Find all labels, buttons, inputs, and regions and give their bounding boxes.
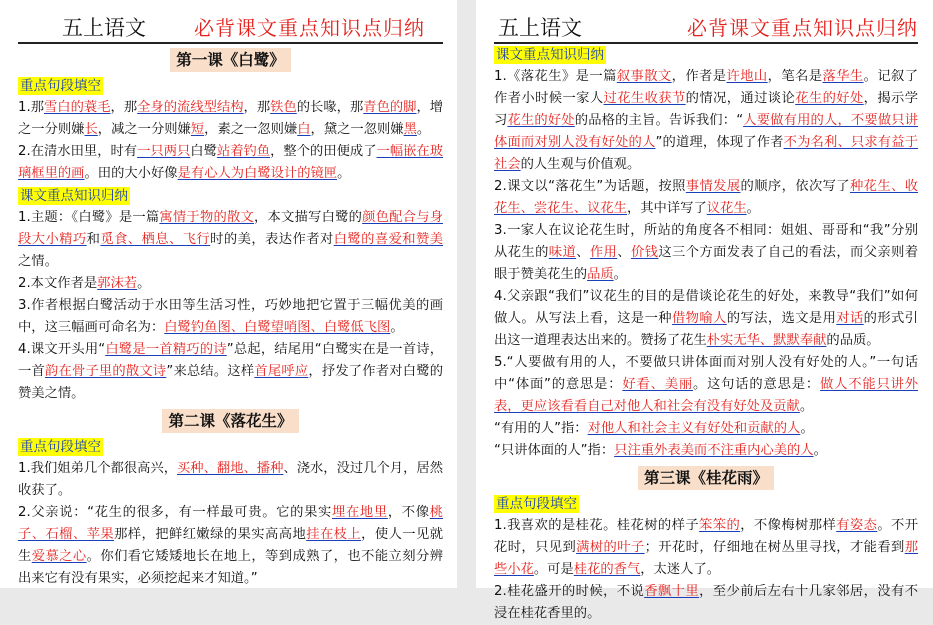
page-header	[18, 4, 443, 44]
fill-answer: 事情发展	[685, 179, 741, 194]
lesson-title-text: 第一课《白鹭》	[170, 48, 291, 72]
fill-answer: 郭沫若	[97, 276, 138, 291]
paragraph	[494, 581, 918, 625]
fill-answer: 颜色配合与身段大小精巧	[18, 210, 444, 247]
text-run: 2.课文以“落花生”为话题，按照	[494, 179, 686, 194]
text-run: 。可是	[533, 562, 574, 577]
text-run: 3.作者根据白鹭活动于水田等生活习性，巧妙地把它置于三幅优美的画中，这三幅画可命名为：	[18, 298, 443, 335]
lesson-title-text: 第三课《桂花雨》	[638, 466, 774, 490]
fill-answer: 青色的脚	[363, 100, 417, 115]
page-header	[494, 4, 918, 44]
header-subtitle: 必背课文重点知识点归纳	[687, 16, 918, 40]
fill-answer: 花生的好处	[507, 113, 575, 128]
text-run: ，揭示学习	[494, 91, 919, 128]
fill-answer: 有姿态	[836, 518, 878, 533]
text-run: 、	[617, 245, 631, 260]
fill-answer: 桃子、石榴、苹果	[18, 505, 444, 542]
fill-answer: 埋在地里	[332, 505, 388, 520]
lesson-title	[18, 409, 443, 433]
fill-answer: 黑	[403, 122, 417, 137]
fill-answer: 一只两只	[137, 144, 191, 159]
text-run: ”的道理，体现了作者	[655, 135, 784, 150]
fill-answer: 那些小花	[494, 540, 919, 577]
section-tag: 重点句段填空	[20, 439, 101, 455]
text-run: 。	[137, 276, 151, 291]
paragraph	[18, 207, 443, 273]
text-run: 和	[86, 232, 101, 247]
text-run: 。这句话的意思是：	[692, 377, 821, 392]
text-run: “只讲体面的人”指：	[494, 443, 615, 458]
page-gutter	[457, 0, 476, 588]
section-tag: 课文重点知识归纳	[20, 188, 128, 204]
fill-answer: 全身的流线型结构	[137, 100, 244, 115]
text-run: 的顺序，依次写了	[740, 179, 850, 194]
text-run: 。	[800, 421, 814, 436]
paragraph	[494, 418, 918, 440]
fill-answer: 不为名利、只求有益于社会	[494, 135, 919, 172]
text-run: 。	[746, 201, 760, 216]
fill-answer: 白鹭钓鱼图、白鹭望哨图、白鹭低飞图	[164, 320, 391, 335]
text-run: 4.课文开头用“	[18, 342, 106, 357]
text-run: 的品质。	[826, 333, 880, 348]
text-run: 。	[416, 122, 431, 137]
text-run: 的形式引出这一道理表达出来的。赞扬了花生	[494, 311, 919, 348]
paragraph	[18, 339, 443, 405]
fill-answer: 笨笨的	[699, 518, 741, 533]
section-tag: 重点句段填空	[496, 496, 577, 512]
fill-answer: 买种、翻地、播种	[177, 461, 284, 476]
text-run: 1.那	[18, 100, 44, 115]
fill-answer: 白鹭的喜爱和赞美	[333, 232, 444, 247]
header-title: 五上语文	[498, 16, 582, 40]
text-run: 5.“人要做有用的人，不要做只讲体面而对别人没有好处的人。”一句话中“体面”的意思是：	[494, 355, 918, 392]
fill-answer: 长	[84, 122, 98, 137]
fill-answer: 落华生	[822, 69, 864, 84]
text-run: ，笔名是	[767, 69, 823, 84]
text-run: ，素之一忽则嫌	[204, 122, 298, 137]
fill-answer: 对话	[836, 311, 864, 326]
text-run: 、	[576, 245, 590, 260]
text-run: 。	[799, 399, 814, 414]
text-run: 。田的大小好像	[84, 166, 178, 181]
text-run: 这三个方面发表了自己的看法，而父亲则着眼于赞美花生的	[494, 245, 919, 282]
paragraph	[494, 352, 918, 418]
text-run: ，至少前后左右十几家邻居，没有不浸在桂花香里的。	[494, 584, 919, 621]
fill-answer: 寓情于物的散文	[159, 210, 255, 225]
text-run: 。	[613, 267, 627, 282]
fill-answer: 好看、美丽	[622, 377, 693, 392]
text-run: 。	[813, 443, 827, 458]
fill-answer: 做人不能只讲外表，更应该看看自己对他人和社会有没有好处及贡献	[494, 377, 919, 414]
text-run: “有用的人”指：	[494, 421, 588, 436]
lesson-title	[494, 466, 918, 490]
fill-answer: 叙事散文	[616, 69, 672, 84]
section-tag: 重点句段填空	[20, 78, 101, 94]
text-run: ，作者是	[671, 69, 727, 84]
paragraph	[18, 502, 443, 590]
fill-answer: 满树的叶子	[576, 540, 645, 555]
fill-answer: 味道	[548, 245, 577, 260]
text-run: ；开花时，仔细地在树丛里寻找，才能看到	[644, 540, 905, 555]
text-run: 。不开花时，只见到	[494, 518, 919, 555]
lesson-title-text: 第二课《落花生》	[162, 409, 298, 433]
paragraph	[494, 66, 918, 176]
text-run: ，其中详写了	[626, 201, 707, 216]
fill-answer: 种花生、收花生、尝花生、议花生	[494, 179, 919, 216]
header-title: 五上语文	[62, 16, 146, 40]
text-run: 时的美，表达作者对	[210, 232, 334, 247]
text-run: ，增之一分则嫌	[18, 100, 444, 137]
left-page	[0, 0, 457, 588]
fill-answer: 作用	[589, 245, 618, 260]
text-run: ”来总结。这样	[166, 364, 255, 379]
text-run: ，那	[243, 100, 271, 115]
fill-answer: 爱慕之心	[31, 549, 87, 564]
fill-answer: 花生的好处	[795, 91, 864, 106]
paragraph	[18, 141, 443, 185]
fill-answer: 站着钓鱼	[216, 144, 271, 159]
text-run: ，减之一分则嫌	[97, 122, 191, 137]
fill-answer: 只注重外表美而不注重内心美的人	[614, 443, 814, 458]
text-run: 的长喙，那	[296, 100, 364, 115]
text-run: ，抒发了作者对白鹭的赞美之情。	[18, 364, 444, 401]
text-run: 的品格的主旨。告诉我们：“	[574, 113, 744, 128]
text-run: ，不像梅树那样	[740, 518, 837, 533]
right-page	[476, 0, 933, 621]
fill-answer: 香飘十里	[644, 584, 700, 599]
section-tag: 课文重点知识归纳	[496, 47, 604, 63]
text-run: 2.父亲说：“花生的很多，有一样最可贵。它的果实	[18, 505, 332, 520]
paragraph	[494, 286, 918, 352]
text-run: 。	[337, 166, 351, 181]
text-run: 2.本文作者是	[18, 276, 98, 291]
text-run: 之情。	[18, 254, 58, 269]
paragraph	[494, 515, 918, 581]
text-run: 、浇水，没过几个月，居然收获了。	[18, 461, 444, 498]
text-run: 1.《落花生》是一篇	[494, 69, 617, 84]
text-run: 2.桂花盛开的时候，不说	[494, 584, 645, 599]
fill-answer: 议花生	[706, 201, 747, 216]
text-run: 白鹭	[190, 144, 217, 159]
fill-answer: 白	[297, 122, 311, 137]
text-run: ，本文描写白鹭的	[254, 210, 363, 225]
paragraph	[18, 295, 443, 339]
fill-answer: 借物喻人	[671, 311, 727, 326]
fill-answer: 桂花的香气	[573, 562, 641, 577]
fill-answer: 对他人和社会主义有好处和贡献的人	[587, 421, 801, 436]
fill-answer: 价钱	[630, 245, 659, 260]
fill-answer: 一幅嵌在玻璃框里的画	[18, 144, 444, 181]
text-run: ，那	[110, 100, 138, 115]
text-run: 。你们看它矮矮地长在地上，等到成熟了，也不能立刻分辨出来它有没有果实，必须挖起来才知道。”	[18, 549, 444, 586]
paragraph	[494, 440, 918, 462]
text-run: 的人生观与价值观。	[520, 157, 641, 172]
text-run: 的情况，通过谈论	[685, 91, 796, 106]
header-subtitle: 必背课文重点知识点归纳	[194, 16, 425, 40]
text-run: ，太迷人了。	[640, 562, 721, 577]
fill-answer: 许地山	[726, 69, 768, 84]
fill-answer: 觅食、栖息、飞行	[100, 232, 211, 247]
fill-answer: 品质	[587, 267, 614, 282]
fill-answer: 挂在枝上	[306, 527, 362, 542]
text-run: ，使人一见就生	[18, 527, 444, 564]
fill-answer: 白鹭是一首精巧的诗	[105, 342, 227, 357]
paragraph	[18, 97, 443, 141]
text-run: ”总起，结尾用“白鹭实在是一首诗，一首	[18, 342, 444, 379]
fill-answer: 短	[190, 122, 205, 137]
fill-answer: 是有心人为白鹭设计的镜匣	[177, 166, 338, 181]
text-run: 。记叙了作者小时候一家人	[494, 69, 919, 106]
fill-answer: 人要做有用的人，不要做只讲体面而对别人没有好处的人	[494, 113, 919, 150]
fill-answer: 韵在骨子里的散文诗	[44, 364, 167, 379]
fill-answer: 铁色	[270, 100, 297, 115]
fill-answer: 雪白的蓑毛	[44, 100, 111, 115]
fill-answer: 首尾呼应	[254, 364, 309, 379]
paragraph	[494, 220, 918, 286]
text-run: 3.一家人在议论花生时，所站的角度各不相同：姐姐、哥哥和“我”分别从花生的	[494, 223, 918, 260]
text-run: 。	[390, 320, 404, 335]
fill-answer: 朴实无华、默默奉献	[706, 333, 827, 348]
text-run: ，不像	[387, 505, 430, 520]
text-run: 那样，把鲜红嫩绿的果实高高地	[114, 527, 307, 542]
paragraph	[494, 176, 918, 220]
text-run: ，整个的田便成了	[270, 144, 377, 159]
paragraph	[18, 458, 443, 502]
text-run: 1.我们姐弟几个都很高兴，	[18, 461, 177, 476]
fill-answer: 过花生收获节	[603, 91, 686, 106]
text-run: 4.父亲跟“我们”议花生的目的是借谈论花生的好处，来教导“我们”如何做人。从写法上看，这是一种	[494, 289, 918, 326]
text-run: 2.在清水田里，时有	[18, 144, 138, 159]
text-run: 1.我喜欢的是桂花。桂花树的样子	[494, 518, 700, 533]
text-run: ，黛之一忽则嫌	[310, 122, 404, 137]
lesson-title	[18, 48, 443, 72]
paragraph	[18, 273, 443, 295]
text-run: 1.主题：《白鹭》是一篇	[18, 210, 160, 225]
text-run: 的写法，选文是用	[726, 311, 837, 326]
